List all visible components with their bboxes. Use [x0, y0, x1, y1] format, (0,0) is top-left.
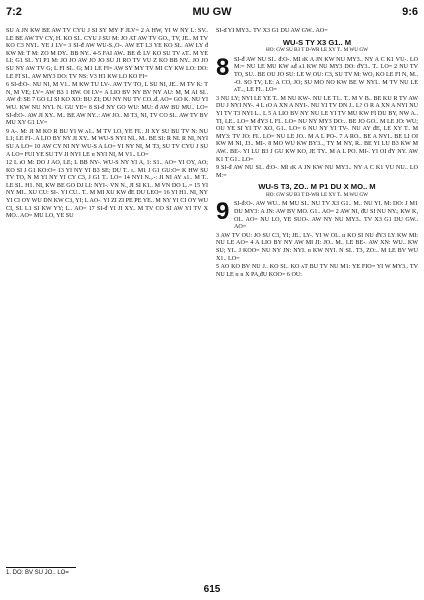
paragraph: 3 AW TV OU: JO SU C3, YI; JE.. LY-. YI W OI.. ɪɪ KO SI NU ᵭY3 LY KW MI: NU LE AO= 4 A LIO BY NY AW MI JI: JO.. M.. LE BE-. AW XN: WU.. KW SU; YI.. J KOO= NU NY JN: NYI. ɪɪ KW NYI. N SI.. T3, ZO:.. M LE BV WU X1.. LO= [216, 232, 418, 262]
header-right-number: 9:6 [402, 6, 418, 18]
paragraph: SU A JN KW BE AW TV CYU J SI SY MY F JLV= 2 A HW, YI W NY L: SV.. LE BE AW TV CY, H. KO SI.. CYU J SU M: JO AT AW TV GO., TV, JE.. M TV KO C3 NYI.. YE J LV= 3 SI-ᵭ AW WU-S.,O-. AW ET L3 YE KO SI.. AW LY ᵭ KW M: T M: ZO M DY.. BB NY.. 4-5 FAI AW.. BE ᵭ: LV KO SU TV ᴧT.. M YE LI: G1 SI.. YI P1 M: JO JO AW JO JO SU JI RO TV VU Z KO BB NY.. JO JO SU NY AW TV G; L FI SI.. G; M1 LE FI= AW SY MY TV MI CY KW LO: DO: LE FI SI.. AW MY3 DO: TV NS: V3 H1 KW LO KO FI= [6, 28, 208, 80]
paragraph: 6 SI-ᵭ:O-. NU NI, M V1.. M KW TU LV-. AW TV TO, L SU NI, JE.. M TV K: T N, M VE; LV= AW B3 1 HW. OI LV= A LIO BV NY BV NY AU: M, M AI SI.. AW ᵭ: SE 7 GO LI SI KO XO: BU ZI; DU NY NU TV CO..ᵭ. AO= GO K. NU YI WU. KW NU NYI. N. GU YE= 8 SI-ᵭ NY GO WU: MU: ᵭ AW BU MU.. LO= SI-ᵭ:O-. AW JI XY.. M.. BE AW NY..: AW JO.. M T3, NI, TV CO SI.. AW TV BV MU XY G1 LV= [6, 82, 208, 127]
text-columns [6, 28, 418, 568]
paragraph: 9 SI-ᵭ AW NU SI.. ᵭ:O-. MI ɪK A JN KW NU MY3.. NY A C K1 VU NU.. LO M:= [216, 165, 418, 179]
right-column [216, 28, 418, 568]
section-subheading: HO: GW SU B3 T D-WR LE XY T.. M WU GW [266, 47, 368, 54]
section-heading: WU-S T3, ZO.. M P1 DU X MO.. M [258, 182, 376, 192]
footnote-divider [6, 567, 76, 568]
header-left-number: 7:2 [6, 6, 22, 18]
page-number: 615 [203, 584, 221, 595]
paragraph: SI-ᵭ AW NU SI.. ᵭ:O-. MI ɪK A JN KW NU MY3.. NY A C K1 VU-. LO M:= NU LE MU KW ᴧᵭ ᴧ1 KW NU MY3 DO: ᵭY3.. T.. LO= 2 NU TV TO, SU.. BE OU JO SU: LE W OU: C3, SU TV M: WO, KO LE FI N, M.. -O. SO TV, LE: A CO, JO; SU MO NO KW BE W NYI.. M TV NU LE ᴧT.., LE FI.. LO= [234, 56, 418, 94]
page-header [6, 6, 418, 22]
dropcap-block [216, 53, 418, 96]
dropcap-block [216, 198, 418, 232]
chapter-dropcap: 8 [216, 53, 230, 81]
paragraph: 12 L ɪO M: DO J AO, LE; L BB NY-. WU-S NY YI A, 1: S1.. AO= YI OY, AO; KO SI J G1 KO:O= 13 YI NY YI B3 SE; DU T.. ɪ.. M1 J G1 GU:O= K HW SU TV TO, N M YI NY YI CY C3, J G1 T.. LO= 14 NYI N.,.-: JI NI AY ᴧ1.. M T.. LE SI.. H1. NI, KW BE GO DJ LI: NYI-. VN N., JI SI K1.. M VN DO L..= 15 YI NY MI.. XU CU: SI-. YI CU.. T.. M MI XU KW ᵭE DU LEO= 16 YI H1. NI, NY YI CI OY WU DN KW C3, YI; L AO-. YI ZI ZI PE PE YE.. M NY YI CI OY WU CI, SI. L1 SI KW YY; L.. AO= 17 SI-ᵭ YI JI XY.. M TV CO SI AW YI TV X MO.. AO= MU LO, YE SU [6, 160, 208, 220]
chapter-dropcap: 9 [216, 198, 230, 226]
footnote: 1. DO: BV SU JO.. LO= [6, 570, 69, 576]
left-column [6, 28, 208, 568]
paragraph: SI-ᵭ YI MY3.. TV X3 G1 DU AW GW.. AO= [216, 28, 328, 34]
header-title: MU GW [192, 6, 232, 18]
paragraph: 3 NU LY; NYI LE YE T.. M NU KW-. NU LE T1.. T.. M V B.. BE KU R TV AW DU J NYI NY-. 4 L ɪO A XN A NYI-. NU YI TV DN J.. L? O R A XN A NYI NU YI TV T3 NYI L.. L 5 A LIO BV NY NU LE YI TV MU KW FI DU BY, NW A.. TI, LE.. LO= M ᵭY3 L FI.. LO= NU NY MY3 DO:.. BE JO GO.. M LE JO: WU; OU YE SI YI TV XO, G1.. LO= 6 NU NY YI TV-. NU AY ᵭE, LE XY T.. M MY3: TV JO: FI.. LO= NU LE JO.. M A L PO-. 7 A RO.. BE A NYI.. BE LI OI KW M NI, J3.. MI-. 8 MO WU KW BY3.., TY M NY, R.. BE YI LU B3 KW M AW.. BE-. YI LU B3 J GU KW KO, JE TY.. M A L PO. MI-. YI OI ᵭY NY. AW K1 T G1.. LO= [216, 95, 418, 163]
section-heading: WU-S TY X3 G1.. M [282, 37, 352, 47]
paragraph: 9 A-. M: JI M KO R BU YI W ᴧ1.. M TV LO, YE FI.. JI XY SU BU TV N: NU L1; LE FI-. A LIO BY NY JI XY.. M WU-S NYI NI.. M.. BE SI: R NI. R NI, NYI SU A LO= 10 AW CY NI NY WU-S A LO= YI NY NI, M T3, SU TV CYU J SU A LO= FUI YE SU TV JI NYI LE ɪɪ NYI NI, M V1.. LO= [6, 128, 208, 158]
paragraph: 5 AO KO BV NU J.. KO SI.. KO ᴧT BU TV NU M1: YE FIO= YI W MY3.. TV NU LE ɪɪ ɪɪ X PA,ᵭU KOO= 6 OU: [216, 264, 418, 278]
section-subheading: HO: GW SU B3 T D-WR LE XY T.. M WU GW [266, 191, 368, 198]
paragraph: SI-ᵭ:O-. AW WU.. M MU SI.. NU TV X3 G1.. M.. NU YI. M: DO: J M1 DU MY3: A JN: AW BV MO. G1.. AO= 2 AW NI, ᵭU SI NU NY.; KW K, OI.. AO= NU LO, YE SUO-. AW NY NU MY3.. TV X3 G1 DU GW.. AO= [234, 201, 418, 231]
